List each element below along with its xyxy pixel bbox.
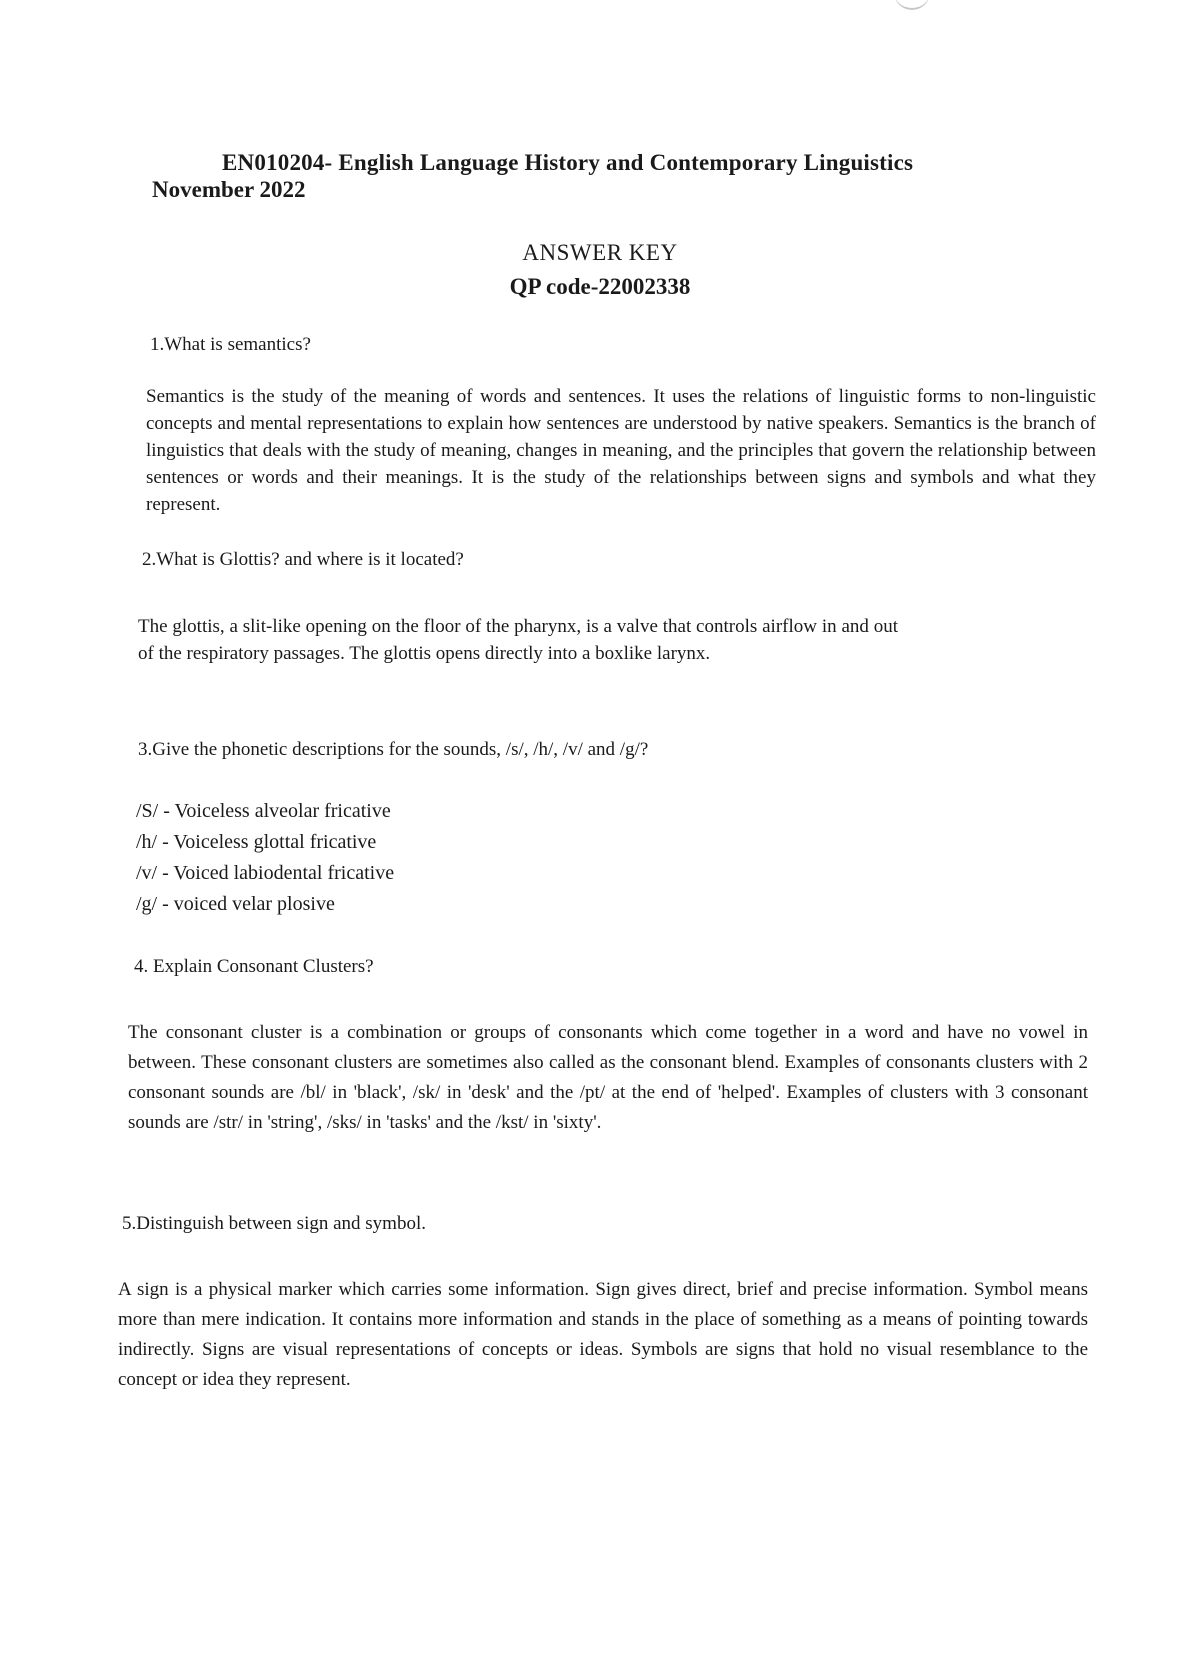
phonetic-list: [136, 796, 394, 920]
phonetic-item: /h/ - Voiceless glottal fricative: [136, 831, 377, 853]
question-2: 2.What is Glottis? and where is it located?: [142, 549, 464, 570]
question-4: 4. Explain Consonant Clusters?: [134, 956, 374, 977]
course-title: EN010204- English Language History and Contemporary Linguistics: [222, 150, 914, 175]
answer-1: Semantics is the study of the meaning of words and sentences. It uses the relations of linguistic forms to non-linguistic concepts and mental representations to explain how sentences are understood by native speakers. Semantics is the branch of linguistics that deals with the study of meaning, changes in meaning, and the principles that govern the relationship between sentences or words and their meanings. It is the study of the relationships between signs and symbols and what they represent.: [146, 386, 1096, 515]
answer-4: The consonant cluster is a combination or groups of consonants which come together in a word and have no vowel in between. These consonant clusters are sometimes also called as the consonant blend. Examples of consonants clusters with 2 consonant sounds are /bl/ in 'black', /sk/ in 'desk' and the /pt/ at the end of 'helped'. Examples of clusters with 3 consonant sounds are /str/ in 'string', /sks/ in 'tasks' and the /kst/ in 'sixty'.: [128, 1022, 1088, 1133]
question-3: 3.Give the phonetic descriptions for the sounds, /s/, /h/, /v/ and /g/?: [138, 739, 649, 760]
phonetic-item: /v/ - Voiced labiodental fricative: [136, 862, 395, 884]
question-1: 1.What is semantics?: [150, 334, 311, 355]
document-heading: ANSWER KEY: [522, 240, 678, 265]
phonetic-item: /S/ - Voiceless alveolar fricative: [136, 800, 391, 822]
answer-5: A sign is a physical marker which carries some information. Sign gives direct, brief and precise information. Symbol means more than mere indication. It contains more information and stands in the place of something as a means of pointing towards indirectly. Signs are visual representations of concepts or ideas. Symbols are signs that hold no visual resemblance to the concept or idea they represent.: [118, 1279, 1088, 1390]
answer-2: The glottis, a slit-like opening on the floor of the pharynx, is a valve that controls airflow in and out of the respiratory passages. The glottis opens directly into a boxlike larynx.: [138, 616, 898, 664]
phonetic-item: /g/ - voiced velar plosive: [136, 893, 335, 915]
question-5: 5.Distinguish between sign and symbol.: [122, 1213, 426, 1234]
scan-mark: [894, 0, 930, 10]
exam-date: November 2022: [152, 177, 306, 202]
qp-code: QP code-22002338: [509, 274, 691, 299]
